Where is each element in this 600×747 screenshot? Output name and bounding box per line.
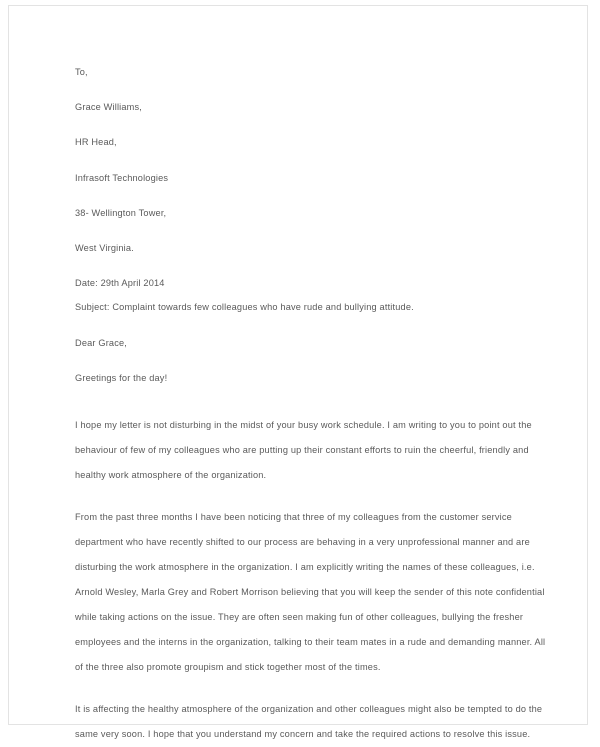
- letter-paragraph-2: From the past three months I have been noticing that three of my colleagues from the customer service department who have recently shifted to our process are behaving in a very unprofessional manner and are disturbing the work atmosphere in the organization. I am explicitly writing the names of these colleagues, i.e. Arnold Wesley, Marla Grey and Robert Morrison believing that you will keep the sender of this note confidential while taking actions on the issue. They are often seen making fun of other colleagues, bullying the fresher employees and the interns in the organization, talking to their team mates in a rude and demanding manner. All of the three also promote groupism and stick together most of the times.: [75, 512, 546, 673]
- address-company: Infrasoft Technologies: [75, 172, 169, 183]
- letter-meta-block: [75, 279, 553, 312]
- address-recipient-name: Grace Williams,: [75, 102, 143, 113]
- letter-subject: Subject: Complaint towards few colleagues who have rude and bullying attitude.: [75, 302, 414, 313]
- address-recipient-designation: HR Head,: [75, 137, 117, 148]
- recipient-address-block: [75, 68, 553, 253]
- letter-paragraph-3: It is affecting the healthy atmosphere of the organization and other colleagues might also be tempted to do the same very soon. I hope that you understand my concern and take the required actions to resolve this issue.: [75, 704, 543, 740]
- letter-paragraph-1: I hope my letter is not disturbing in the midst of your busy work schedule. I am writing to you to point out the behaviour of few of my colleagues who are putting up their constant efforts to ruin the cheerful, friendly and healthy work atmosphere of the organization.: [75, 420, 532, 481]
- letter-content: [75, 68, 553, 747]
- letter-date: Date: 29th April 2014: [75, 278, 165, 289]
- address-to-label: To,: [75, 67, 88, 77]
- letter-greeting: Greetings for the day!: [75, 372, 168, 383]
- address-street: 38- Wellington Tower,: [75, 207, 167, 218]
- letter-salutation: Dear Grace,: [75, 337, 128, 348]
- address-region: West Virginia.: [75, 243, 134, 254]
- document-page: [8, 5, 588, 740]
